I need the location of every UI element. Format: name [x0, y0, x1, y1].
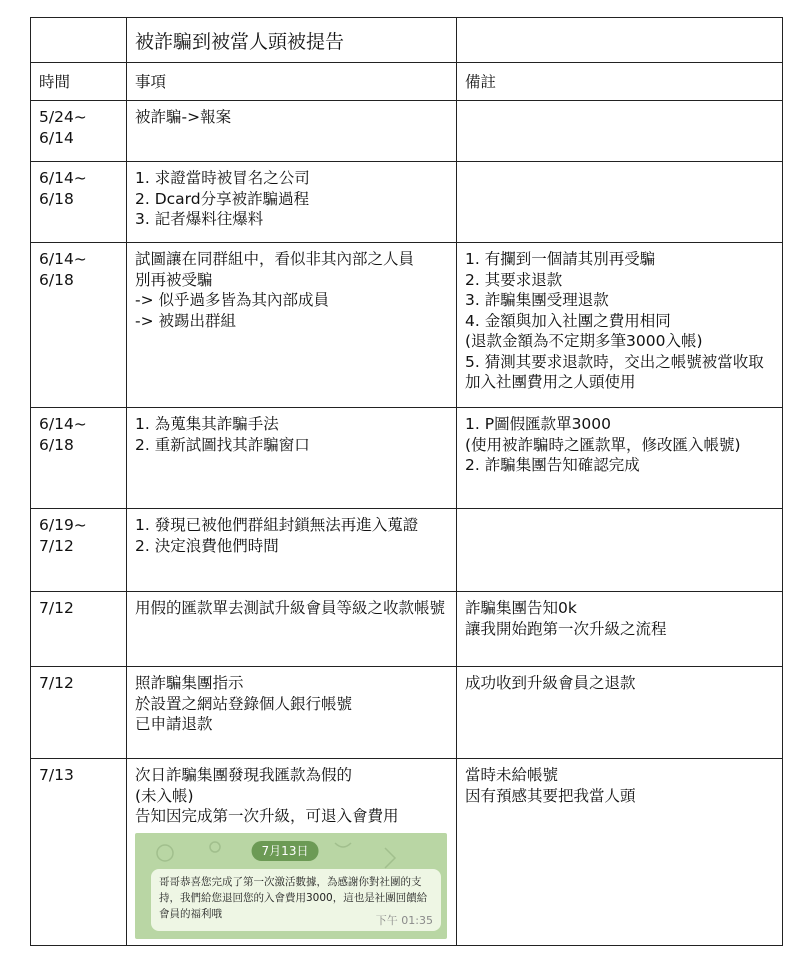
table-row [31, 592, 783, 667]
cell-event [127, 101, 457, 162]
table-row [31, 243, 783, 408]
cell-note [457, 408, 783, 509]
cell-event [127, 759, 457, 946]
chat-message-time: 下午 01:35 [375, 913, 433, 927]
note-line: 4. 金額與加入社團之費用相同 [465, 311, 671, 330]
cell-note [457, 101, 783, 162]
header-row [31, 63, 783, 101]
cell-event [127, 408, 457, 509]
time-line: 7/12 [39, 599, 74, 617]
chat-message-text: 哥哥恭喜您完成了第一次激活數據，為感謝你對社團的支持，我們給您退回您的入會費用3000，這也是社團回饋給會員的福利哦 [159, 875, 428, 920]
note-line: 1. P圖假匯款單3000 [465, 415, 612, 433]
cell-note [457, 509, 783, 592]
time-line: 6/14~ [39, 250, 87, 268]
timeline-table [30, 17, 783, 946]
cell-note [457, 667, 783, 759]
note-line: 3. 詐騙集團受理退款 [465, 291, 609, 309]
event-line: 用假的匯款單去測試升級會員等級之收款帳號 [135, 599, 446, 617]
event-line: 1. 發現已被他們群組封鎖無法再進入蒐證 [135, 516, 419, 534]
cell-note [457, 243, 783, 408]
cell-time [31, 243, 127, 408]
note-line: 1. 有攔到一個請其別再受騙 [465, 250, 656, 268]
cell-event [127, 243, 457, 408]
note-line: 5. 猜測其要求退款時，交出之帳號被當收取加入社團費用之人頭使用 [465, 352, 764, 391]
table-body [31, 101, 783, 946]
cell-time [31, 759, 127, 946]
table-row [31, 509, 783, 592]
event-line: 2. 決定浪費他們時間 [135, 536, 279, 555]
time-line: 6/18 [39, 270, 74, 289]
event-line: 次日詐騙集團發現我匯款為假的 [135, 766, 353, 784]
note-line: 2. 其要求退款 [465, 270, 563, 289]
event-line: 於設置之網站登錄個人銀行帳號 [135, 694, 353, 713]
cell-event [127, 162, 457, 243]
note-line: 2. 詐騙集團告知確認完成 [465, 456, 640, 474]
note-line: (使用被詐騙時之匯款單，修改匯入帳號) [465, 435, 741, 454]
document-title: 被詐騙到被當人頭被提告 [127, 18, 457, 63]
note-line: (退款金額為不定期多筆3000入帳) [465, 332, 703, 350]
table-row [31, 162, 783, 243]
header-time: 時間 [31, 63, 127, 101]
cell-note [457, 759, 783, 946]
time-line: 7/12 [39, 536, 74, 555]
cell-time [31, 162, 127, 243]
time-line: 6/19~ [39, 516, 87, 534]
event-line: 被詐騙->報案 [135, 108, 232, 126]
cell-time [31, 667, 127, 759]
chat-date-badge: 7月13日 [252, 841, 319, 861]
event-line: (未入帳) [135, 786, 194, 805]
cell-event [127, 592, 457, 667]
table-row [31, 101, 783, 162]
note-line: 當時未給帳號 [465, 766, 559, 784]
time-line: 6/18 [39, 189, 74, 208]
chat-screenshot [135, 833, 447, 939]
chat-message-bubble [151, 869, 441, 931]
event-line: 1. 為蒐集其詐騙手法 [135, 415, 279, 433]
time-line: 7/13 [39, 766, 74, 784]
time-line: 5/24~ [39, 108, 87, 126]
event-line: 別再被受騙 [135, 270, 213, 289]
time-line: 6/18 [39, 435, 74, 454]
cell-time [31, 101, 127, 162]
cell-event [127, 667, 457, 759]
event-line: -> 似乎過多皆為其內部成員 [135, 291, 330, 309]
event-line: 2. Dcard分享被詐騙過程 [135, 189, 310, 208]
cell-time [31, 592, 127, 667]
event-line: 3. 記者爆料往爆料 [135, 210, 264, 228]
cell-note [457, 592, 783, 667]
table-row [31, 759, 783, 946]
cell-time [31, 509, 127, 592]
time-line: 6/14 [39, 128, 74, 147]
cell-note [457, 162, 783, 243]
header-event: 事項 [127, 63, 457, 101]
time-line: 6/14~ [39, 415, 87, 433]
time-line: 7/12 [39, 674, 74, 692]
event-line: 試圖讓在同群組中，看似非其內部之人員 [135, 250, 415, 268]
event-line: -> 被踢出群組 [135, 311, 237, 330]
event-line: 照詐騙集團指示 [135, 674, 244, 692]
event-line: 已申請退款 [135, 715, 213, 733]
header-note: 備註 [457, 63, 783, 101]
time-line: 6/14~ [39, 169, 87, 187]
note-line: 成功收到升級會員之退款 [465, 674, 636, 692]
note-line: 詐騙集團告知0k [465, 599, 577, 617]
note-line: 因有預感其要把我當人頭 [465, 786, 636, 805]
event-line: 告知因完成第一次升級，可退入會費用 [135, 807, 399, 825]
event-line: 1. 求證當時被冒名之公司 [135, 169, 310, 187]
table-row [31, 408, 783, 509]
event-line: 2. 重新試圖找其詐騙窗口 [135, 435, 310, 454]
note-line: 讓我開始跑第一次升級之流程 [465, 619, 667, 638]
cell-event [127, 509, 457, 592]
title-row [31, 18, 783, 63]
cell-time [31, 408, 127, 509]
table-row [31, 667, 783, 759]
